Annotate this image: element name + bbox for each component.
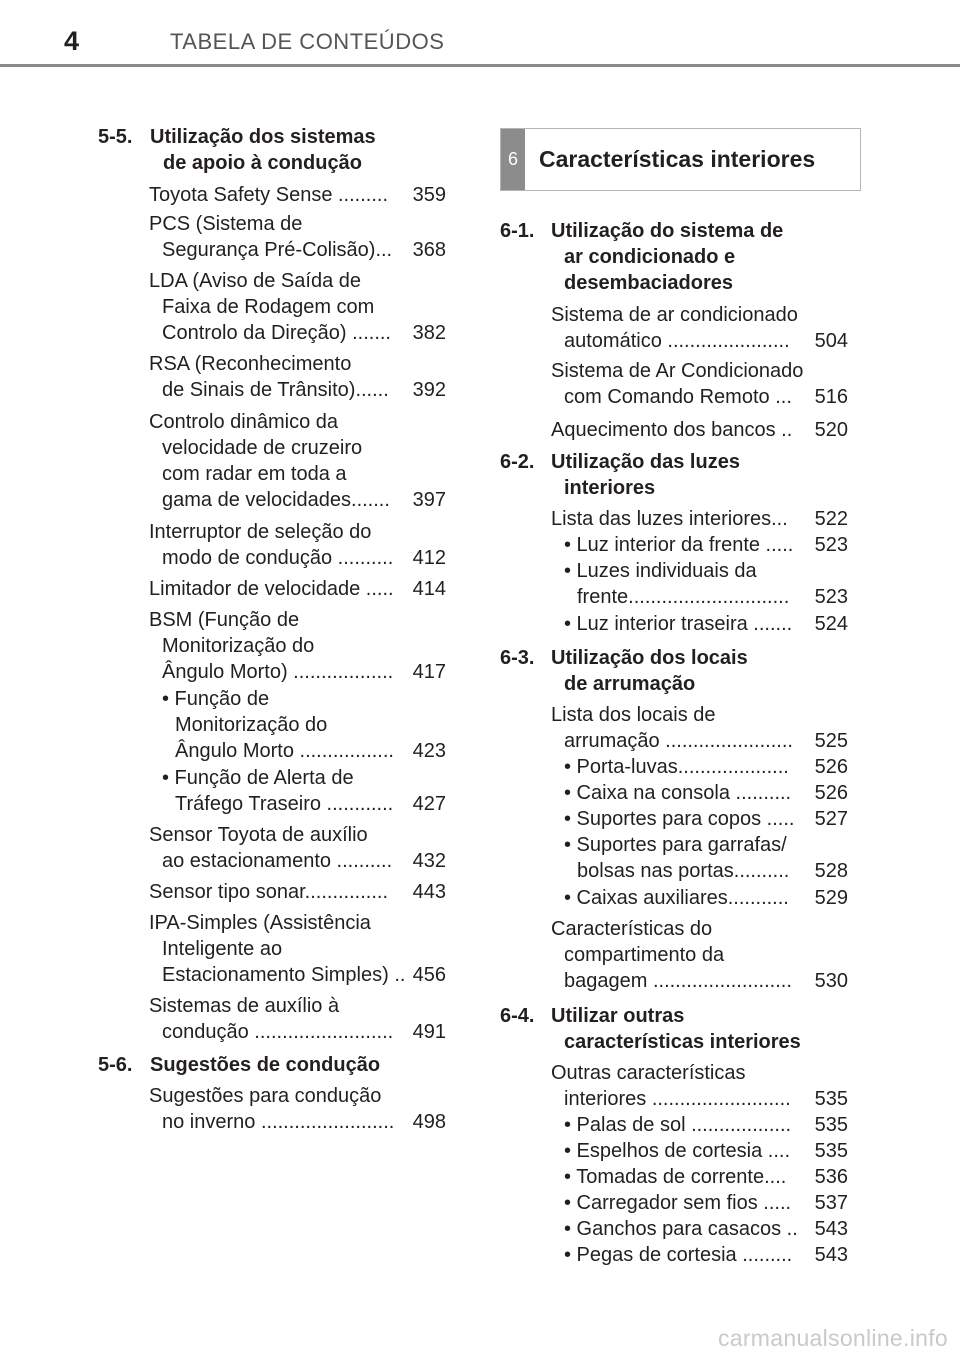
toc-entry-line: • Luzes individuais da (564, 560, 757, 582)
page-ref: 368 (412, 239, 446, 261)
page-ref: 427 (412, 793, 446, 815)
toc-entry-line: bolsas nas portas.......... (577, 860, 790, 882)
section-heading (500, 645, 848, 697)
section-heading (98, 1052, 446, 1078)
section-number: 6-3. (500, 647, 535, 669)
toc-entry-line: Faixa de Rodagem com (162, 296, 375, 318)
toc-entry-line: Toyota Safety Sense ......... (149, 184, 389, 206)
page-ref: 535 (814, 1114, 848, 1136)
toc-entry-line: • Função de Alerta de (162, 767, 354, 789)
toc-entry[interactable] (551, 1060, 848, 1112)
chapter-number-tab: 6 (501, 129, 525, 190)
toc-entry-line: Outras características (551, 1062, 746, 1084)
page-ref: 359 (412, 184, 446, 206)
toc-entry-line: de Sinais de Trânsito)...... (162, 379, 389, 401)
section-title-line: interiores (564, 477, 656, 499)
page-ref: 423 (412, 740, 446, 762)
section-title-line: de apoio à condução (163, 152, 362, 174)
toc-entry-line: • Suportes para copos ..... (564, 808, 795, 830)
toc-entry[interactable] (149, 1083, 446, 1135)
toc-entry-line: Sensor tipo sonar............... (149, 881, 389, 903)
toc-subentry[interactable] (564, 754, 848, 780)
toc-entry-line: no inverno ........................ (162, 1111, 395, 1133)
section-number: 6-2. (500, 451, 535, 473)
toc-entry-line: • Caixas auxiliares........... (564, 887, 789, 909)
page-ref: 397 (412, 489, 446, 511)
toc-entry-line: • Suportes para garrafas/ (564, 834, 787, 856)
toc-entry-line: Controlo dinâmico da (149, 411, 338, 433)
page-ref: 536 (814, 1166, 848, 1188)
page-ref: 523 (814, 586, 848, 608)
toc-entry-line: Ângulo Morto ................. (175, 740, 394, 762)
toc-entry-line: Lista das luzes interiores... (551, 508, 788, 530)
toc-entry-line: • Espelhos de cortesia .... (564, 1140, 791, 1162)
toc-entry[interactable] (149, 211, 446, 263)
toc-entry[interactable] (149, 409, 446, 513)
section-number: 5-6. (98, 1054, 133, 1076)
page-ref: 412 (412, 547, 446, 569)
section-title-line: desembaciadores (564, 272, 733, 294)
toc-entry-line: BSM (Função de (149, 609, 300, 631)
toc-entry-line: Monitorização do (162, 635, 315, 657)
page-header (0, 0, 960, 70)
toc-entry[interactable] (149, 879, 446, 905)
page-number: 4 (64, 26, 80, 56)
toc-entry-line: • Carregador sem fios ..... (564, 1192, 792, 1214)
toc-entry-line: Sistema de Ar Condicionado (551, 360, 804, 382)
toc-subentry[interactable] (162, 686, 446, 764)
section-title-line: Utilização dos sistemas (150, 126, 376, 148)
toc-entry-line: bagagem ......................... (564, 970, 792, 992)
toc-entry-line: IPA-Simples (Assistência (149, 912, 371, 934)
page-ref: 443 (412, 881, 446, 903)
toc-entry-line: Tráfego Traseiro ............ (175, 793, 394, 815)
chapter-title: Características interiores (539, 146, 816, 172)
page-ref: 491 (412, 1021, 446, 1043)
toc-subentry[interactable] (564, 1112, 848, 1138)
toc-entry-line: • Porta-luvas.................... (564, 756, 789, 778)
toc-entry-line: Sistema de ar condicionado (551, 304, 798, 326)
page-ref: 529 (814, 887, 848, 909)
toc-subentry[interactable] (564, 885, 848, 911)
toc-entry[interactable] (551, 358, 848, 410)
header-title: TABELA DE CONTEÚDOS (170, 29, 445, 54)
section-heading (500, 449, 848, 501)
page-ref: 528 (814, 860, 848, 882)
toc-entry-line: automático ...................... (564, 330, 790, 352)
toc-entry-line: LDA (Aviso de Saída de (149, 270, 361, 292)
toc-subentry[interactable] (564, 1138, 848, 1164)
page-ref: 543 (814, 1244, 848, 1266)
section-heading (500, 1003, 848, 1055)
section-number: 6-1. (500, 220, 535, 242)
section-number: 6-4. (500, 1005, 535, 1027)
toc-entry-line: • Caixa na consola .......... (564, 782, 792, 804)
page-ref: 535 (814, 1140, 848, 1162)
toc-entry-line: gama de velocidades....... (162, 489, 390, 511)
toc-entry[interactable] (149, 268, 446, 346)
section-title-line: Utilização do sistema de (551, 220, 784, 242)
toc-entry[interactable] (149, 822, 446, 874)
toc-subentry[interactable] (564, 1242, 848, 1268)
section-heading (500, 218, 848, 296)
toc-entry[interactable] (551, 506, 848, 532)
toc-entry-line: arrumação ....................... (564, 730, 793, 752)
toc-entry[interactable] (551, 302, 848, 354)
toc-entry-line: Sensor Toyota de auxílio (149, 824, 368, 846)
page-ref: 414 (412, 578, 446, 600)
page-ref: 456 (412, 964, 446, 986)
toc-subentry[interactable] (564, 1164, 848, 1190)
toc-entry[interactable] (149, 351, 446, 403)
toc-entry-line: Sistemas de auxílio à (149, 995, 340, 1017)
page-ref: 520 (814, 419, 848, 441)
section-title-line: Utilizar outras (551, 1005, 685, 1027)
toc-subentry[interactable] (564, 1216, 848, 1242)
toc-entry[interactable] (149, 607, 446, 685)
toc-entry-line: Aquecimento dos bancos .. (551, 419, 793, 441)
page-ref: 530 (814, 970, 848, 992)
toc-subentry[interactable] (564, 832, 848, 884)
section-title-line: de arrumação (564, 673, 696, 695)
toc-subentry[interactable] (564, 1190, 848, 1216)
page-ref: 522 (814, 508, 848, 530)
toc-entry-line: • Luz interior da frente ..... (564, 534, 794, 556)
page-ref: 524 (814, 613, 848, 635)
toc-entry-line: • Ganchos para casacos .. (564, 1218, 798, 1240)
toc-entry-line: PCS (Sistema de (149, 213, 303, 235)
page-ref: 527 (814, 808, 848, 830)
toc-entry[interactable] (149, 182, 446, 208)
section-heading (98, 124, 446, 176)
section-title-line: Utilização dos locais (551, 647, 748, 669)
toc-subentry[interactable] (162, 765, 446, 817)
toc-entry-line: interiores ......................... (564, 1088, 791, 1110)
toc-entry[interactable] (149, 993, 446, 1045)
page-ref: 498 (412, 1111, 446, 1133)
toc-entry[interactable] (149, 910, 446, 988)
toc-entry-line: RSA (Reconhecimento (149, 353, 352, 375)
toc-entry[interactable] (149, 576, 446, 602)
section-title-line: Sugestões de condução (150, 1054, 381, 1076)
toc-subentry[interactable] (564, 806, 848, 832)
page-ref: 504 (814, 330, 848, 352)
page-ref: 537 (814, 1192, 848, 1214)
toc-entry-line: ao estacionamento .......... (162, 850, 393, 872)
toc-entry-line: com Comando Remoto ... (564, 386, 792, 408)
toc-entry-line: modo de condução .......... (162, 547, 394, 569)
page-ref: 526 (814, 782, 848, 804)
toc-entry[interactable] (551, 702, 848, 754)
toc-entry-line: Estacionamento Simples) .. (162, 964, 406, 986)
toc-subentry[interactable] (564, 532, 848, 558)
section-title-line: características interiores (564, 1031, 801, 1053)
toc-entry-line: Sugestões para condução (149, 1085, 382, 1107)
page-ref: 526 (814, 756, 848, 778)
toc-entry-line: • Pegas de cortesia ......... (564, 1244, 793, 1266)
page-ref: 543 (814, 1218, 848, 1240)
toc-entry-line: Características do (551, 918, 713, 940)
page-ref: 392 (412, 379, 446, 401)
toc-entry-line: velocidade de cruzeiro (162, 437, 363, 459)
page-ref: 432 (412, 850, 446, 872)
page-ref: 382 (412, 322, 446, 344)
toc-entry-line: Lista dos locais de (551, 704, 716, 726)
toc-entry-line: frente............................. (577, 586, 790, 608)
toc-entry[interactable] (551, 417, 848, 443)
toc-entry-line: Segurança Pré-Colisão)... (162, 239, 393, 261)
toc-entry-line: com radar em toda a (162, 463, 347, 485)
toc-entry-line: • Função de (162, 688, 270, 710)
header-divider (0, 64, 960, 67)
toc-entry[interactable] (551, 916, 848, 994)
toc-entry-line: Limitador de velocidade ..... (149, 578, 394, 600)
toc-subentry[interactable] (564, 611, 848, 637)
toc-entry-line: Inteligente ao (162, 938, 283, 960)
toc-subentry[interactable] (564, 780, 848, 806)
toc-entry-line: • Palas de sol .................. (564, 1114, 792, 1136)
section-title-line: Utilização das luzes (551, 451, 740, 473)
page-ref: 525 (814, 730, 848, 752)
page-ref: 417 (412, 661, 446, 683)
toc-entry-line: Interruptor de seleção do (149, 521, 372, 543)
toc-entry[interactable] (149, 519, 446, 571)
page-ref: 516 (814, 386, 848, 408)
section-title-line: ar condicionado e (564, 246, 736, 268)
toc-entry-line: Ângulo Morto) .................. (162, 661, 394, 683)
toc-entry-line: • Luz interior traseira ....... (564, 613, 793, 635)
toc-entry-line: compartimento da (564, 944, 725, 966)
watermark: carmanualsonline.info (717, 1325, 948, 1351)
toc-entry-line: Controlo da Direção) ....... (162, 322, 391, 344)
toc-entry-line: Monitorização do (175, 714, 328, 736)
section-number: 5-5. (98, 126, 133, 148)
toc-subentry[interactable] (564, 558, 848, 610)
chapter-heading (500, 128, 861, 191)
toc-entry-line: condução ......................... (162, 1021, 394, 1043)
toc-entry-line: • Tomadas de corrente.... (564, 1166, 787, 1188)
page-ref: 523 (814, 534, 848, 556)
page-ref: 535 (814, 1088, 848, 1110)
